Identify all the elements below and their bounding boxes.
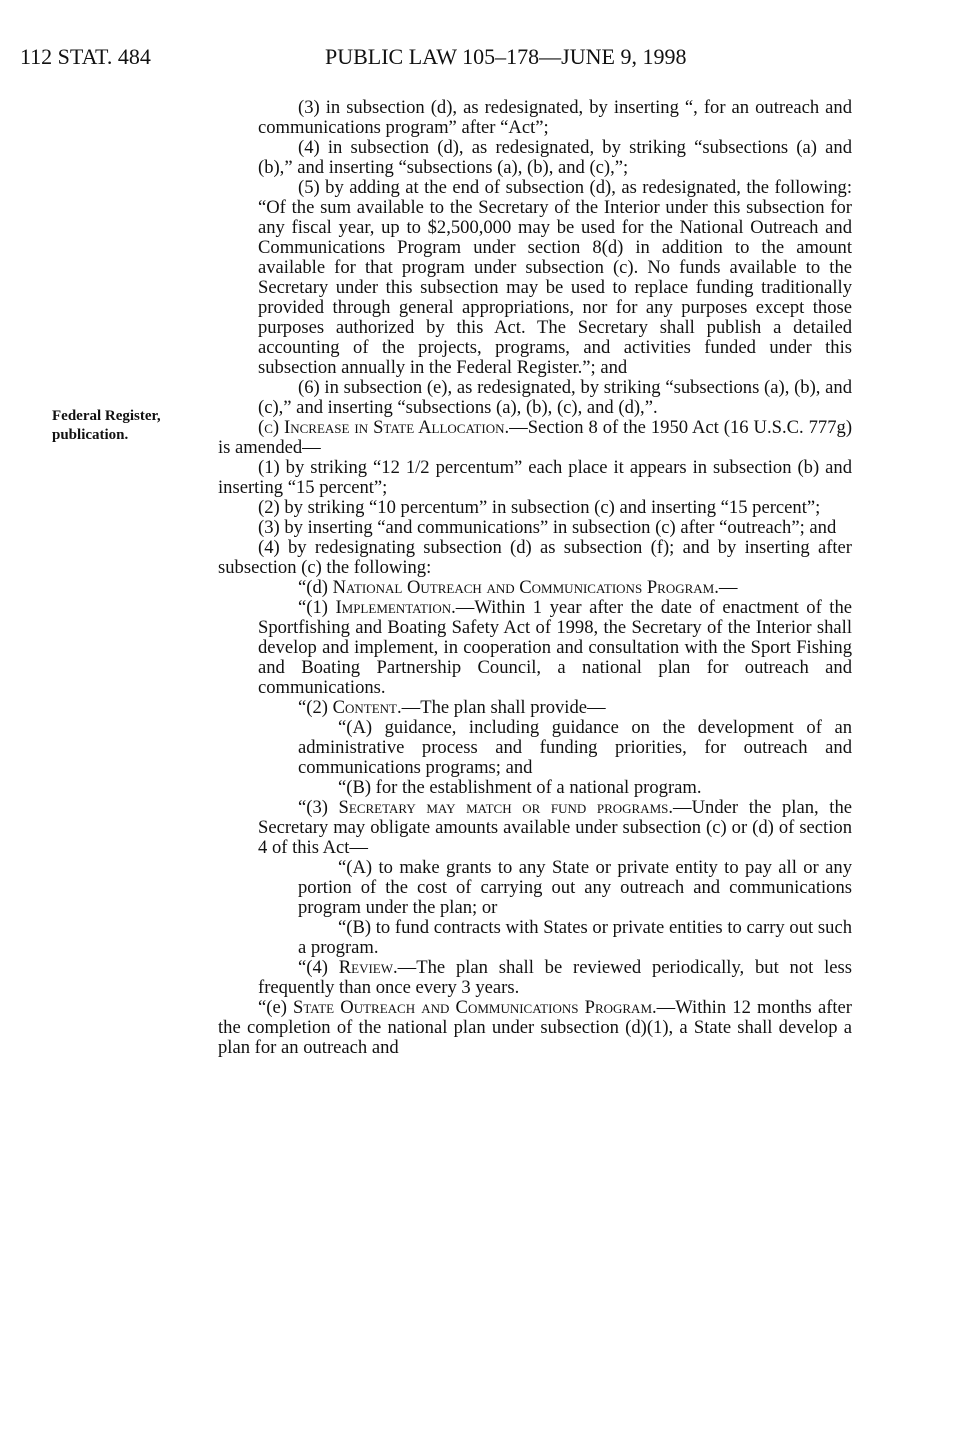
running-title: PUBLIC LAW 105–178—JUNE 9, 1998 [325, 44, 687, 69]
paragraph-6: (6) in subsection (e), as redesignated, by striking “subsections (a), (b), and (c),” and inserting “subsections (a), (b), (c), and (d),”. [258, 377, 852, 418]
subsection-c-4: (4) by redesignating subsection (d) as subsection (f); and by inserting after subsection (c) the following: [218, 537, 852, 578]
subsection-c [218, 418, 852, 458]
subsection-d-2-B: “(B) for the establishment of a national program. [338, 777, 702, 798]
subsection-c-2: (2) by striking “10 percentum” in subsection (c) and inserting “15 percent”; [258, 497, 821, 518]
paragraph-4: (4) in subsection (d), as redesignated, by striking “subsections (a) and (b),” and inserting “subsections (a), (b), and (c),”; [258, 137, 852, 178]
page-header [20, 44, 940, 74]
subsection-d-title: National Outreach and Communications Program. [332, 577, 719, 598]
subsection-d-suffix: — [718, 577, 738, 598]
subsection-d-2-prefix: “(2) [298, 697, 333, 718]
subsection-d-1-prefix: “(1) [298, 597, 336, 618]
subsection-e-heading: State Outreach and Communications Program. [293, 997, 657, 1018]
subsection-d-3-text: —Under the plan, the Secretary may obligate amounts available under subsection (c) or (d) of section 4 of this Act— [258, 797, 852, 858]
body-text [218, 98, 852, 1058]
subsection-e-prefix: “(e) [258, 997, 294, 1018]
subsection-d-1-text: —Within 1 year after the date of enactment of the Sportfishing and Boating Safety Act of 1998, the Secretary of the Interior shall develop and implement, in cooperation and consultation with the Sport Fishing and Boating Partnership Council, a national plan for outreach and communications. [258, 597, 852, 698]
subsection-c-3: (3) by inserting “and communications” in subsection (c) after “outreach”; and [258, 517, 837, 538]
subsection-d-2-text: —The plan shall provide— [401, 697, 606, 718]
subsection-d-4-text: —The plan shall be reviewed periodically, but not less frequently than once every 3 years. [258, 957, 852, 998]
subsection-c-1: (1) by striking “12 1/2 percentum” each place it appears in subsection (b) and inserting “15 percent”; [218, 457, 852, 498]
subsection-d-3-heading: Secretary may match or fund programs. [338, 797, 674, 818]
subsection-d-4-prefix: “(4) [298, 957, 339, 978]
subsection-d-1-heading: Implementation. [335, 597, 456, 618]
subsection-c-text: —Section 8 of the 1950 Act (16 U.S.C. 777g) is amended— [218, 417, 853, 458]
subsection-d-heading [218, 578, 852, 598]
subsection-e-text: —Within 12 months after the completion of the national plan under subsection (d)(1), a State shall develop a plan for an outreach and [218, 997, 852, 1058]
subsection-d-2-A: “(A) guidance, including guidance on the development of an administrative process and funding priorities, for outreach and communications programs; and [298, 717, 852, 778]
page-reference: 112 STAT. 484 [20, 44, 151, 69]
subsection-e [218, 998, 852, 1058]
subsection-d-3-B: “(B) to fund contracts with States or private entities to carry out such a program. [298, 917, 852, 958]
subsection-d-4-heading: Review. [338, 957, 398, 978]
subsection-c-heading: (c) Increase in State Allocation. [258, 417, 510, 438]
subsection-d-3-prefix: “(3) [298, 797, 339, 818]
paragraph-5: (5) by adding at the end of subsection (d), as redesignated, the following: “Of the sum available to the Secretary of the Interior under this subsection for any fiscal year, up to $2,500,000 may be used for the National Outreach and Communications Program under section 8(d) in addition to the amount available for that program under subsection (c). No funds available to the Secretary under this subsection may be used to replace funding traditionally provided through general appropriations, nor for any purposes except those purposes authorized by this Act. The Secretary shall publish a detailed accounting of the projects, programs, and activities funded under this subsection annually in the Federal Register.”; and [258, 177, 852, 378]
subsection-d-prefix: “(d) [298, 577, 333, 598]
subsection-d-3 [218, 798, 852, 858]
subsection-d-3-A: “(A) to make grants to any State or private entity to pay all or any portion of the cost of carrying out any outreach and communications program under the plan; or [298, 857, 852, 918]
margin-note: Federal Register, publication. [52, 408, 161, 443]
subsection-d-4 [218, 958, 852, 998]
paragraph-3: (3) in subsection (d), as redesignated, by inserting “, for an outreach and communications program” after “Act”; [258, 97, 852, 138]
subsection-d-1 [218, 598, 852, 698]
subsection-d-2-heading: Content. [332, 697, 402, 718]
subsection-d-2 [218, 698, 852, 718]
